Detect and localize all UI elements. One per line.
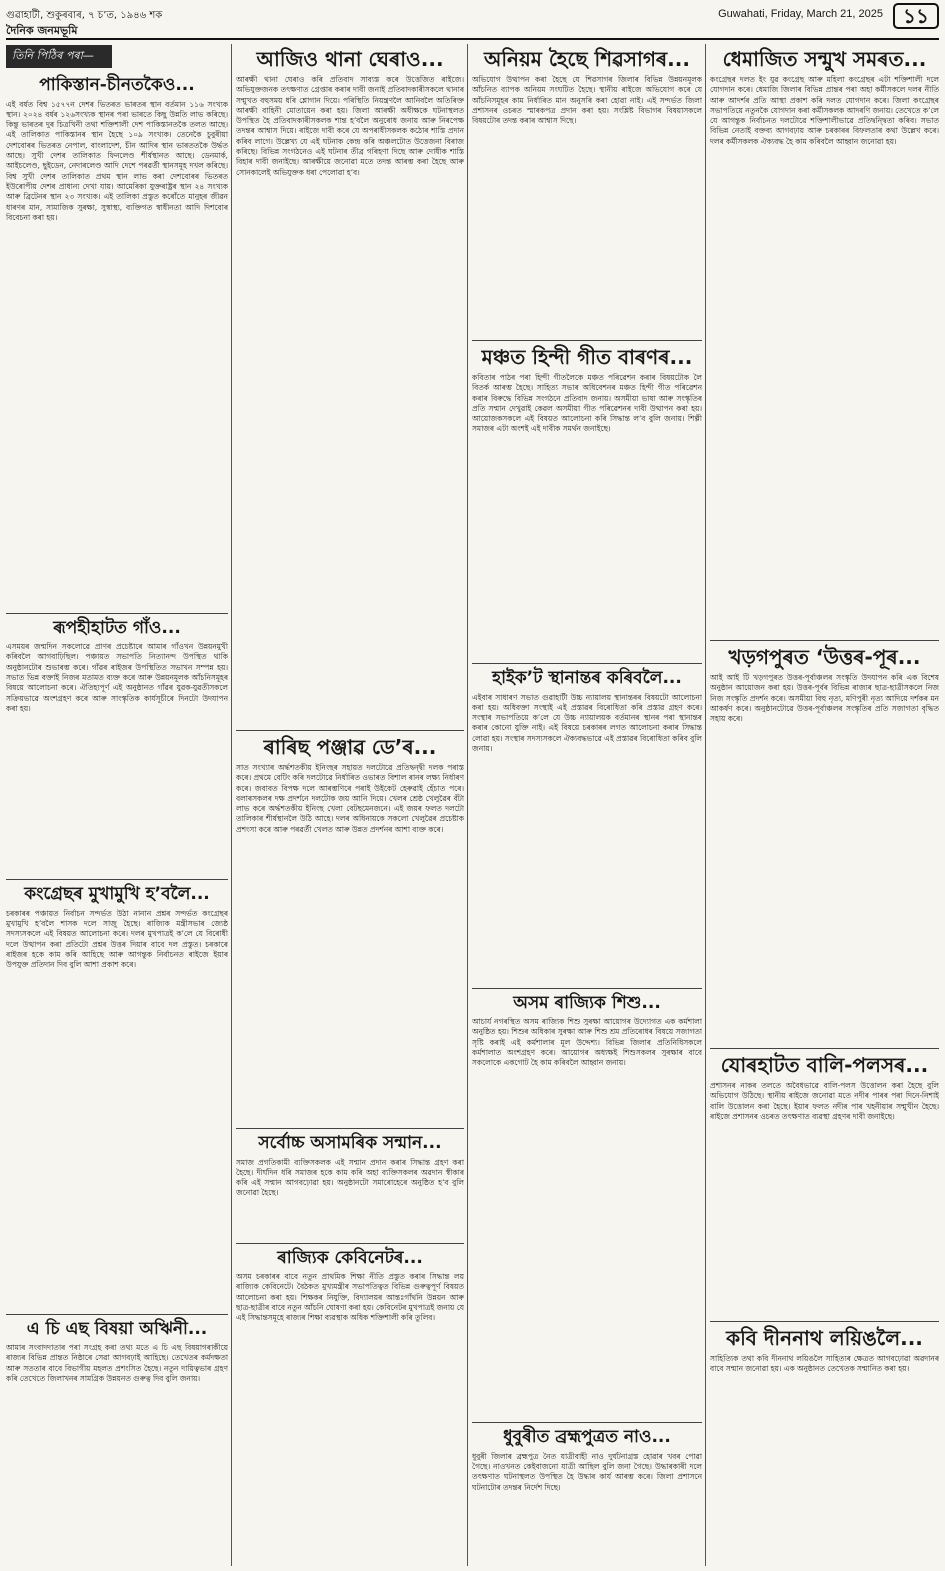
article-body: আই আই টি খড়গপুৰত উত্তৰ-পূৰ্বাঞ্চলৰ সংস্কৃতি উদযাপন কৰি এক বিশেষ অনুষ্ঠান আয়োজন কৰা হয়। উত্তৰ-পূৰ্বৰ বিভিন্ন ৰাজ্যৰ ছাত্ৰ-ছাত্ৰীসকলে নিজ নিজ সংস্কৃতি প্ৰদৰ্শন কৰে। অসমীয়া বিহু নৃত্য, মণিপুৰী নৃত্য আদিয়ে দৰ্শকৰ মন আকৰ্ষণ কৰে। অনুষ্ঠানটোৱে উত্তৰ-পূৰ্বাঞ্চলৰ সংস্কৃতিৰ প্ৰতি সজাগতা বৃদ্ধিত সহায় কৰে। bbox=[710, 673, 939, 724]
article-divider bbox=[710, 1048, 939, 1049]
article-headline: পাকিস্তান-চীনতকৈও... bbox=[39, 75, 195, 95]
article-headline: সৰ্বোচ্চ অসামৰিক সন্মান... bbox=[258, 1133, 442, 1153]
article-body: আৰক্ষী থানা ঘেৰাও কৰি প্ৰতিবাদ সাব্যস্ত কৰে উত্তেজিত ৰাইজে। অভিযুক্তজনক তৎক্ষণাত গ্ৰেপ্তাৰ কৰাৰ দাবী জনাই প্ৰতিবাদকাৰীসকলে থানাৰ সন্মুখত বহুসময় ধৰি শ্লোগান দিয়ে। পৰিস্থিতি নিয়ন্ত্ৰণলৈ আনিবলৈ অতিৰিক্ত আৰক্ষী বাহিনী মোতায়েন কৰা হয়। জিলা আৰক্ষী অধীক্ষকে ঘটনাস্থলত উপস্থিত হৈ প্ৰতিবাদকাৰীসকলক শান্ত হ’বলৈ অনুৰোধ জনায় আৰু নিৰপেক্ষ তদন্তৰ আশ্বাস দিয়ে। ৰাইজে দাবী কৰে যে অপৰাধীসকলক কঠোৰ শাস্তি প্ৰদান কৰিব লাগে। উল্লেখ্য যে এই ঘটনাক কেন্দ্ৰ কৰি অঞ্চলটোত উত্তেজনা বিৰাজ কৰিছে। বিভিন্ন সংগঠনেও এই ঘটনাৰ তীব্ৰ গৰিহণা দিছে আৰু দোষীক শাস্তি বিহাৰ দাবী জনাইছে। আৰক্ষীয়ে জনোৱা মতে তদন্ত আৰম্ভ কৰা হৈছে আৰু সোনকালেই অভিযুক্তক ধৰা পেলোৱা হ’ব। bbox=[236, 75, 464, 177]
article-body: ধুবুৰী জিলাৰ ব্ৰহ্মপুত্ৰ নৈত যাত্ৰীবাহী নাও দুৰ্ঘটনাগ্ৰস্ত হোৱাৰ খবৰ পোৱা গৈছে। নাওখনত কেইবাজনো যাত্ৰী আছিল বুলি জনা গৈছে। উদ্ধাৰকাৰী দলে তৎক্ষণাত ঘটনাস্থলত উপস্থিত হৈ উদ্ধাৰ কাৰ্য আৰম্ভ কৰে। জিলা প্ৰশাসনে ঘটনাটোৰ তদন্তৰ নিৰ্দেশ দিছে। bbox=[472, 1451, 702, 1492]
article-headline: ৰূপহীহাটত গাঁও... bbox=[53, 617, 181, 638]
page-number: ১১ bbox=[893, 3, 939, 29]
article-divider bbox=[472, 1422, 702, 1423]
article-divider bbox=[472, 340, 702, 341]
article-headline: ধুবুৰীত ব্ৰহ্মপুত্ৰত নাও... bbox=[503, 1427, 671, 1448]
article-divider bbox=[236, 1243, 464, 1244]
article-divider bbox=[472, 663, 702, 664]
article-body: সাত সংখ্যাৰ অৰ্দ্ধশতকীয় ইনিংছৰ সহায়ত দলটোৱে প্ৰতিদ্বন্দ্বী দলক পৰাস্ত কৰে। প্ৰথমে বেটিং কৰি দলটোৱে নিৰ্ধাৰিত ওভাৰত বিশাল ৰানৰ লক্ষ্য নিৰ্ধাৰণ কৰে। জবাবত বিপক্ষ দলে আৰম্ভণিৰে পৰাই উইকেট হেৰুৱাই হেঁচাত পৰে। বলাৰসকলৰ দক্ষ প্ৰদৰ্শনে দলটোক জয় আনি দিয়ে। খেলৰ শ্ৰেষ্ঠ খেলুৱৈৰ বঁটা লাভ কৰে অৰ্দ্ধশতকীয় ইনিংছ খেলা বেটছমেনজনে। এই জয়ৰ ফলত দলটো তালিকাৰ শীৰ্ষস্থানলৈ উঠি আহে। দলৰ অধিনায়কে সকলো খেলুৱৈৰ প্ৰচেষ্টাক প্ৰশংসা কৰে আৰু পৰৱৰ্তী খেলত আৰু উন্নত প্ৰদৰ্শনৰ আশা ব্যক্ত কৰে। bbox=[236, 763, 464, 834]
article-divider bbox=[6, 613, 228, 614]
article-divider bbox=[236, 1128, 464, 1129]
article-headline: ৰাজ্যিক কেবিনেটৰ... bbox=[277, 1247, 423, 1268]
article-headline: যোৰহাটত বালি-পলসৰ... bbox=[720, 1053, 929, 1077]
date-line-assamese: গুৱাহাটী, শুকুৰবাৰ, ৭ চ’ত, ১৯৪৬ শক bbox=[6, 10, 163, 21]
article-headline: কবি দীননাথ লয়িঙলৈ... bbox=[726, 1326, 923, 1350]
article-divider bbox=[236, 730, 464, 731]
article-headline: অসম ৰাজ্যিক শিশু... bbox=[513, 992, 661, 1013]
article-headline: হাইক’ট স্থানান্তৰ কৰিবলৈ... bbox=[492, 668, 682, 688]
article-body: চৰকাৰৰ পঞ্চায়ত নিৰ্বাচন সন্দৰ্ভত উঠা নানান প্ৰশ্নৰ সন্দৰ্ভত কংগ্ৰেছৰ মুখামুখি হ’বলৈ শাসক দলে সাজু হৈছে। ৰাজ্যিক মন্ত্ৰীসভাৰ জ্যেষ্ঠ সদস্যসকলে এই বিষয়ত আলোচনা কৰে। দলৰ মুখপাত্ৰই ক’লে যে বিৰোধী দলে উত্থাপন কৰা প্ৰতিটো প্ৰশ্নৰ উত্তৰ দিয়াৰ বাবে দল প্ৰস্তুত। চৰকাৰে ৰাইজৰ হকে কাম কৰি আহিছে আৰু আগন্তুক নিৰ্বাচনত ৰাইজে ইয়াৰ উপযুক্ত প্ৰতিদান দিব বুলি আশা প্ৰকাশ কৰে। bbox=[6, 908, 228, 970]
column-2 bbox=[236, 44, 464, 1566]
article-divider bbox=[710, 640, 939, 641]
column-3 bbox=[472, 44, 702, 1566]
article-headline: মঞ্চত হিন্দী গীত বাৰণৰ... bbox=[481, 345, 693, 369]
article-body: এইবাৰ সাধাৰণ সভাত গুৱাহাটী উচ্চ ন্যায়ালয় স্থানান্তৰৰ বিষয়টো আলোচনা কৰা হয়। অধিবক্তা সংস্থাই এই প্ৰস্তাৱৰ বিৰোধিতা কৰি প্ৰস্তাৱ গ্ৰহণ কৰে। সংস্থাৰ সভাপতিয়ে ক’লে যে উচ্চ ন্যায়ালয়ক বৰ্তমানৰ স্থানৰ পৰা স্থানান্তৰ কৰাৰ কোনো যুক্তি নাই। এই বিষয়ে চৰকাৰৰ লগত আলোচনা কৰাৰ সিদ্ধান্ত লোৱা হয়। সংস্থাৰ সদস্যসকলে ঐক্যবদ্ধভাৱে এই প্ৰস্তাৱৰ বিৰোধিতা কৰিব বুলি জনায়। bbox=[472, 692, 702, 754]
article-body: অসম চৰকাৰৰ বাবে নতুন প্ৰাথমিক শিক্ষা নীতি প্ৰস্তুত কৰাৰ সিদ্ধান্ত লয় ৰাজ্যিক কেবিনেটে। বৈঠকত মুখ্যমন্ত্ৰীৰ সভাপতিত্বত বিভিন্ন গুৰুত্বপূৰ্ণ বিষয়ত আলোচনা কৰা হয়। শিক্ষকৰ নিযুক্তি, বিদ্যালয়ৰ আন্তঃগাঁথনি উন্নয়ন আৰু ছাত্ৰ-ছাত্ৰীৰ বাবে নতুন আঁচনি ঘোষণা কৰা হয়। কেবিনেটৰ মুখপাত্ৰই জনায় যে এই সিদ্ধান্তসমূহে ৰাজ্যৰ শিক্ষা ব্যৱস্থাক অধিক শক্তিশালী কৰি তুলিব। bbox=[236, 1272, 464, 1323]
masthead: দৈনিক জনমভূমি bbox=[6, 24, 78, 37]
article-body: কংগ্ৰেছৰ দলত ইং যুৱ কংগ্ৰেছ আৰু মহিলা কংগ্ৰেছৰ এটা শক্তিশালী দলে যোগদান কৰে। ধেমাজি জিলাৰ বিভিন্ন প্ৰান্তৰ পৰা অহা কৰ্মীসকলে দলৰ নীতি আৰু আদৰ্শৰ প্ৰতি আস্থা প্ৰকাশ কৰি দলত যোগদান কৰে। জিলা কংগ্ৰেছৰ সভাপতিয়ে নতুনকৈ যোগদান কৰা কৰ্মীসকলক আদৰণি জনায়। তেখেতে ক’লে যে আগন্তুক নিৰ্বাচনত দলটোৱে শক্তিশালীভাৱে প্ৰতিদ্বন্দ্বিতা কৰিব। সভাত বিভিন্ন নেতাই বক্তব্য আগবঢ়ায় আৰু চৰকাৰৰ বিফলতাৰ কথা উল্লেখ কৰে। দলৰ কৰ্মীসকলক ঐক্যবদ্ধ হৈ কাম কৰিবলৈ আহ্বান জনোৱা হয়। bbox=[710, 75, 939, 146]
article-headline: কংগ্ৰেছৰ মুখামুখি হ’বলৈ... bbox=[24, 884, 210, 905]
article-divider bbox=[6, 879, 228, 880]
article-body: আমাৰ সংবাদদাতাৰ পৰা সংগ্ৰহ কৰা তথ্য মতে এ চি এছ বিষয়াগৰাকীয়ে ৰাজ্যৰ বিভিন্ন প্ৰান্তত নিষ্ঠাৰে সেৱা আগবঢ়াই আহিছে। তেখেতৰ কৰ্মদক্ষতা আৰু সততাৰ বাবে বিভাগীয় মহলত প্ৰশংসিত হৈছে। নতুন দায়িত্বভাৰ গ্ৰহণ কৰি তেখেতে জিলাখনৰ সামগ্ৰিক উন্নয়নত গুৰুত্ব দিব বুলি জনায়। bbox=[6, 1343, 228, 1384]
article-headline: ৰাৰিছ পঞ্জাৱ ডে’ৰ... bbox=[263, 735, 437, 759]
article-body: এসময়ৰ জন্মদিন সকলোৱে প্ৰাণৰ প্ৰচেষ্টাৰে আমাৰ গাঁওখন উন্নয়নমুখী কৰিবলৈ আগবাঢ়িছিল। পঞ্চায়ত সভাপতি নিত্যানন্দ উপস্থিত থাকি অনুষ্ঠানটোৰ শুভাৰম্ভ কৰে। গাঁৱৰ ৰাইজৰ উপস্থিতিত সভাখন সম্পন্ন হয়। সভাত ভিন্ন বক্তাই নিজৰ মতামত ব্যক্ত কৰে আৰু উন্নয়নমূলক আঁচনিসমূহৰ বিষয়ে আলোচনা কৰে। ঐতিহ্যপূৰ্ণ এই অনুষ্ঠানত গাঁৱৰ যুৱক-যুৱতীসকলে সক্ৰিয়ভাৱে অংশগ্ৰহণ কৰে আৰু সাংস্কৃতিক কাৰ্যসূচীৰে দিনটো উদযাপন কৰা হয়। bbox=[6, 642, 228, 713]
article-headline: ধেমাজিত সন্মুখ সমৰত... bbox=[722, 47, 927, 71]
page-header bbox=[0, 0, 945, 42]
article-body: প্ৰশাসনৰ নাকৰ তলতে অবৈধভাৱে বালি-পলস উত্তোলন কৰা হৈছে বুলি অভিযোগ উঠিছে। স্থানীয় ৰাইজে জনোৱা মতে নদীৰ পাৰৰ পৰা দিনে-নিশাই বালি উত্তোলন কৰা হৈছে। ইয়াৰ ফলত নদীৰ পাৰ খহনীয়াৰ সন্মুখীন হৈছে। ৰাইজে প্ৰশাসনৰ ওচৰত তৎক্ষণাত ব্যৱস্থা গ্ৰহণৰ দাবী জনাইছে। bbox=[710, 1081, 939, 1121]
date-line-english: Guwahati, Friday, March 21, 2025 bbox=[718, 8, 883, 20]
article-divider bbox=[6, 1314, 228, 1315]
masthead-rule bbox=[6, 38, 939, 40]
column-1 bbox=[6, 44, 228, 1566]
article-body: এই বৰ্ষত বিশ্ব ১৫৭৭ন দেশৰ ভিতৰত ভাৰতৰ স্থান বৰ্তমান ১১৬ সংখ্যক স্থান। ২০২৪ বৰ্ষৰ ১২৬সংখ্যক স্থানৰ পৰা ভাৰতে কিছু উন্নতি লাভ কৰিছে। কিন্তু ভাৰতৰ দুৰ চিত্ৰখিনী তথা শক্তিশালী দেশ পাকিস্তানতকৈ তলত আছে। এই তালিকাত পাকিস্তানৰ স্থান হৈছে ১০৯ সংখ্যক। তেনেকৈ চুবুৰীয়া দেশবোৰৰ ভিতৰত নেপাল, বাংলাদেশ, চীন আদিৰ স্থান ভাৰততকৈ উৰ্দ্ধত আছে। সুখী দেশৰ তালিকাত ফিনলেণ্ড শীৰ্ষস্থানত আছে। ডেনমাৰ্ক, আইচলেণ্ড, ছুইডেন, নেদাৰলেণ্ড আদি দেশে পৰৱৰ্তী স্থানসমূহ দখল কৰিছে। বিশ্ব সুখী দেশৰ তালিকাত প্ৰথম স্থান লাভ কৰা দেশবোৰৰ ভিতৰত ইউৰোপীয় দেশৰ প্ৰাধান্য দেখা যায়। আমেৰিকা যুক্তৰাষ্ট্ৰৰ স্থান ২৪ সংখ্যক আৰু ব্ৰিটেনৰ স্থান ২৩ সংখ্যক। এই তালিকা প্ৰস্তুত কৰোঁতে মানুহৰ জীৱন ধাৰণৰ মান, সামাজিক সুৰক্ষা, সুস্বাস্থ্য, ব্যক্তিগত স্বাধীনতা আদি দিশবোৰ বিবেচনা কৰা হয়। bbox=[6, 99, 228, 222]
article-divider bbox=[472, 988, 702, 989]
article-headline: এ চি এছ বিষয়া অঋিনী... bbox=[26, 1318, 208, 1339]
column-divider bbox=[705, 44, 706, 1566]
article-headline: খড়গপুৰত ‘উত্তৰ-পূৰ... bbox=[728, 645, 921, 669]
column-divider bbox=[231, 44, 232, 1566]
article-divider bbox=[710, 1321, 939, 1322]
article-headline: আজিও থানা ঘেৰাও... bbox=[256, 47, 444, 71]
article-body: অভিযোগ উত্থাপন কৰা হৈছে যে শিৱসাগৰ জিলাৰ বিভিন্ন উন্নয়নমূলক আঁচনিত ব্যাপক অনিয়ম সংঘটিত হৈছে। স্থানীয় ৰাইজে অভিযোগ কৰে যে আঁচনিসমূহৰ কাম নিৰ্ধাৰিত মান অনুসৰি কৰা হোৱা নাই। এই সন্দৰ্ভত জিলা প্ৰশাসনৰ ওচৰত স্মাৰকপত্ৰ প্ৰদান কৰা হয়। সংশ্লিষ্ট বিভাগৰ বিষয়াসকলে বিষয়টোৰ তদন্ত কৰাৰ আশ্বাস দিছে। bbox=[472, 75, 702, 126]
article-body: সমাজ প্ৰগতিকামী ব্যক্তিসকলক এই সন্মান প্ৰদান কৰাৰ সিদ্ধান্ত গ্ৰহণ কৰা হৈছে। দীৰ্ঘদিন ধৰি সমাজৰ হকে কাম কৰি অহা ব্যক্তিসকলৰ অৱদান স্বীকাৰ কৰি এই সন্মান আগবঢ়োৱা হয়। অনুষ্ঠানটো সমাৰোহেৰে অনুষ্ঠিত হ’ব বুলি জনোৱা হৈছে। bbox=[236, 1157, 464, 1198]
section-tab: তিনি পিঠিৰ পৰা— bbox=[6, 45, 112, 68]
article-headline: অনিয়ম হৈছে শিৱসাগৰ... bbox=[484, 47, 690, 71]
article-body: সাহিত্যিক তথা কবি দীননাথ লয়িঙলৈ সাহিত্যৰ ক্ষেত্ৰত আগবঢ়োৱা অৱদানৰ বাবে সন্মান জনোৱা হয়। এক অনুষ্ঠানত তেখেতক সন্মানিত কৰা হয়। bbox=[710, 1354, 939, 1374]
article-body: কবিতাৰ পাঠৰ পৰা হিন্দী গীতলৈকে মঞ্চত পৰিৱেশন কৰাৰ বিষয়টোক লৈ বিতৰ্ক আৰম্ভ হৈছে। সাহিত্য সভাৰ অধিবেশনৰ মঞ্চত হিন্দী গীত পৰিৱেশন কৰাৰ বিৰুদ্ধে বিভিন্ন সংগঠনে প্ৰতিবাদ জনায়। অসমীয়া ভাষা আৰু সংস্কৃতিৰ প্ৰতি সন্মান দেখুৱাই কেৱল অসমীয়া গীত পৰিৱেশনৰ দাবী উত্থাপন কৰা হয়। আয়োজকসকলে এই বিষয়ত আলোচনা কৰি সিদ্ধান্ত ল’ব বুলি জনায়। শিল্পী সমাজৰ এটা অংশই এই দাবীক সমৰ্থন জনাইছে। bbox=[472, 373, 702, 434]
column-4 bbox=[710, 44, 939, 1566]
article-body: আচাৰ্য নগৰস্থিত অসম ৰাজ্যিক শিশু সুৰক্ষা আয়োগৰ উদ্যোগত এক কৰ্মশালা অনুষ্ঠিত হয়। শিশুৰ অধিকাৰ সুৰক্ষা আৰু শিশু শ্ৰম প্ৰতিৰোধৰ বিষয়ে সজাগতা সৃষ্টি কৰাই এই কৰ্মশালাৰ মূল উদ্দেশ্য। বিভিন্ন জিলাৰ প্ৰতিনিধিসকলে কৰ্মশালাত অংশগ্ৰহণ কৰে। আয়োগৰ অধ্যক্ষই শিশুসকলৰ সুৰক্ষাৰ বাবে সকলোকে একগোট হৈ কাম কৰিবলৈ আহ্বান জনায়। bbox=[472, 1017, 702, 1068]
column-divider bbox=[467, 44, 468, 1566]
